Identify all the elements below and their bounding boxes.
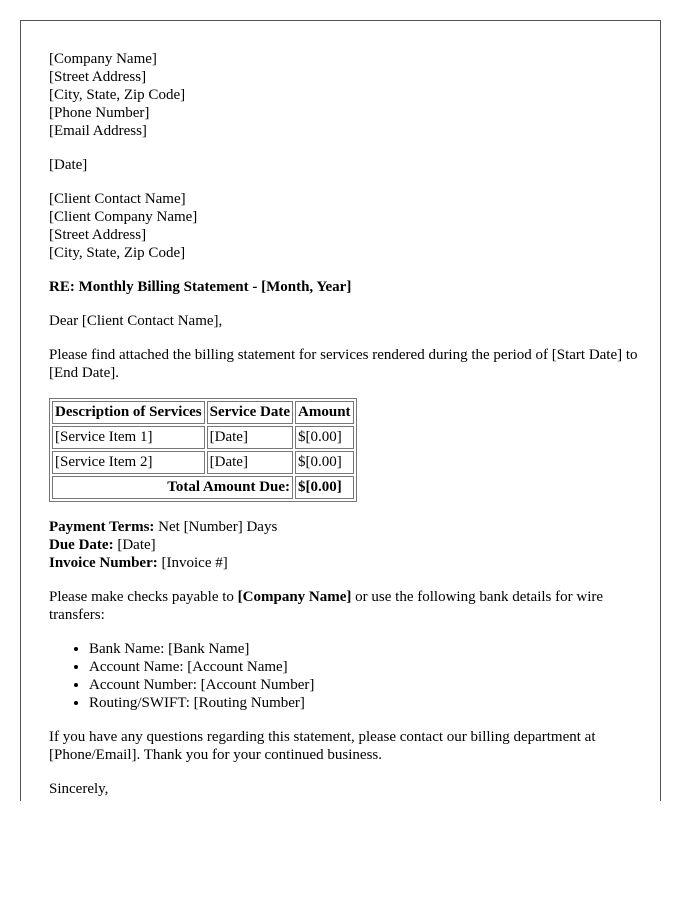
recipient-company-name: [Client Company Name] [49, 209, 198, 225]
subject-line: RE: Monthly Billing Statement - [Month, Year] [49, 279, 352, 295]
closing-paragraph: If you have any questions regarding this statement, please contact our billing department at [Phone/Email]. Thank you for your continued business. [49, 729, 596, 763]
letter-content [49, 50, 649, 798]
sender-company-name: [Company Name] [49, 51, 157, 67]
row-amount: $[0.00] [295, 426, 354, 449]
salutation: Dear [Client Contact Name], [49, 313, 223, 329]
row-description: [Service Item 1] [52, 426, 205, 449]
total-amount-label: Total Amount Due: [52, 476, 293, 499]
invoice-number-label: Invoice Number: [49, 555, 158, 571]
recipient-street: [Street Address] [49, 227, 147, 243]
recipient-city-state-zip: [City, State, Zip Code] [49, 245, 186, 261]
payable-company-name: [Company Name] [237, 589, 352, 605]
sender-email: [Email Address] [49, 123, 147, 139]
row-service-date: [Date] [207, 451, 293, 474]
payment-terms-label: Payment Terms: [49, 519, 155, 535]
due-date-line [49, 536, 649, 554]
intro-paragraph: Please find attached the billing statement for services rendered during the period of [Start Date] to [End Date]. [49, 347, 638, 381]
terms-block [49, 518, 649, 572]
letter-date: [Date] [49, 157, 88, 173]
total-amount-value: $[0.00] [295, 476, 354, 499]
signoff: Sincerely, [49, 781, 109, 797]
bank-details-list [49, 640, 649, 712]
sender-city-state-zip: [City, State, Zip Code] [49, 87, 186, 103]
billing-table [49, 398, 357, 502]
list-item: • Account Name: [Account Name] [89, 658, 649, 676]
row-description: [Service Item 2] [52, 451, 205, 474]
sender-street: [Street Address] [49, 69, 147, 85]
list-item: • Bank Name: [Bank Name] [89, 640, 649, 658]
header-service-date: Service Date [207, 401, 293, 424]
table-row [52, 426, 354, 449]
invoice-number-value: [Invoice #] [157, 555, 228, 571]
sender-address-block [49, 50, 649, 140]
payment-instructions [49, 588, 649, 624]
list-item: • Routing/SWIFT: [Routing Number] [89, 694, 649, 712]
invoice-number-line [49, 554, 649, 572]
table-total-row [52, 476, 354, 499]
header-description: Description of Services [52, 401, 205, 424]
payment-terms-value: Net [Number] Days [154, 519, 278, 535]
due-date-value: [Date] [113, 537, 156, 553]
table-header-row [52, 401, 354, 424]
payment-terms-line [49, 518, 649, 536]
recipient-contact-name: [Client Contact Name] [49, 191, 186, 207]
list-item: • Account Number: [Account Number] [89, 676, 649, 694]
sender-phone: [Phone Number] [49, 105, 150, 121]
due-date-label: Due Date: [49, 537, 114, 553]
table-row [52, 451, 354, 474]
header-amount: Amount [295, 401, 354, 424]
recipient-address-block [49, 190, 649, 262]
row-service-date: [Date] [207, 426, 293, 449]
payment-suffix: or use the following bank details for wire transfers: [49, 589, 607, 623]
payment-prefix: Please make checks payable to [49, 589, 238, 605]
row-amount: $[0.00] [295, 451, 354, 474]
letter-page [20, 20, 661, 801]
